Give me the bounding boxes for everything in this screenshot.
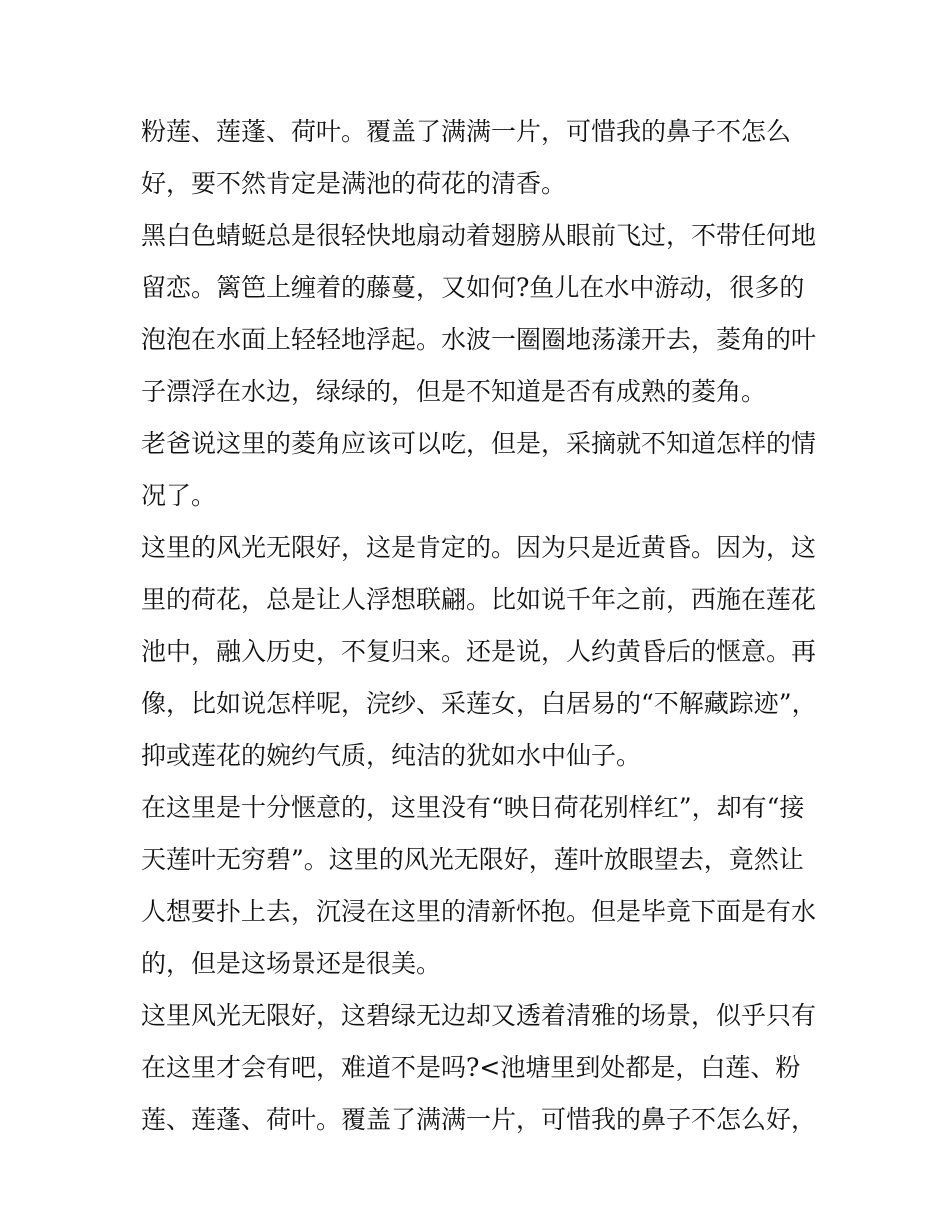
text-line-14: 在这里是十分惬意的，这里没有“映日荷花别样红”，却有“接	[141, 793, 805, 822]
essay-text	[141, 106, 821, 1146]
text-line-12: 像，比如说怎样呢，浣纱、采莲女，白居易的“不解藏踪迹”，	[141, 689, 817, 718]
text-line-3: 黑白色蜻蜓总是很轻快地扇动着翅膀从眼前飞过，不带任何地	[141, 221, 817, 250]
text-line-13: 抑或莲花的婉约气质，纯洁的犹如水中仙子。	[141, 741, 642, 770]
text-line-8: 况了。	[141, 481, 217, 510]
text-line-4: 留恋。篱笆上缠着的藤蔓，又如何?鱼儿在水中游动，很多的	[141, 273, 805, 302]
text-line-2: 好，要不然肯定是满池的荷花的清香。	[141, 169, 567, 198]
text-line-5: 泡泡在水面上轻轻地浮起。水波一圈圈地荡漾开去，菱角的叶	[141, 325, 817, 354]
text-line-9: 这里的风光无限好，这是肯定的。因为只是近黄昏。因为，这	[141, 533, 817, 562]
text-line-7: 老爸说这里的菱角应该可以吃，但是，采摘就不知道怎样的情	[141, 429, 817, 458]
text-line-19: 在这里才会有吧，难道不是吗?<池塘里到处都是，白莲、粉	[141, 1053, 801, 1082]
text-line-6: 子漂浮在水边，绿绿的，但是不知道是否有成熟的菱角。	[141, 377, 767, 406]
text-line-17: 的，但是这场景还是很美。	[141, 949, 442, 978]
text-line-16: 人想要扑上去，沉浸在这里的清新怀抱。但是毕竟下面是有水	[141, 897, 817, 926]
text-line-10: 里的荷花，总是让人浮想联翩。比如说千年之前，西施在莲花	[141, 585, 817, 614]
text-line-15: 天莲叶无穷碧”。这里的风光无限好，莲叶放眼望去，竟然让	[141, 845, 804, 874]
text-line-1: 粉莲、莲蓬、荷叶。覆盖了满满一片，可惜我的鼻子不怎么	[141, 117, 792, 146]
text-line-11: 池中，融入历史，不复归来。还是说，人约黄昏后的惬意。再	[141, 637, 817, 666]
text-line-20: 莲、莲蓬、荷叶。覆盖了满满一片，可惜我的鼻子不怎么好，	[141, 1105, 817, 1134]
text-line-18: 这里风光无限好，这碧绿无边却又透着清雅的场景，似乎只有	[141, 1001, 817, 1030]
